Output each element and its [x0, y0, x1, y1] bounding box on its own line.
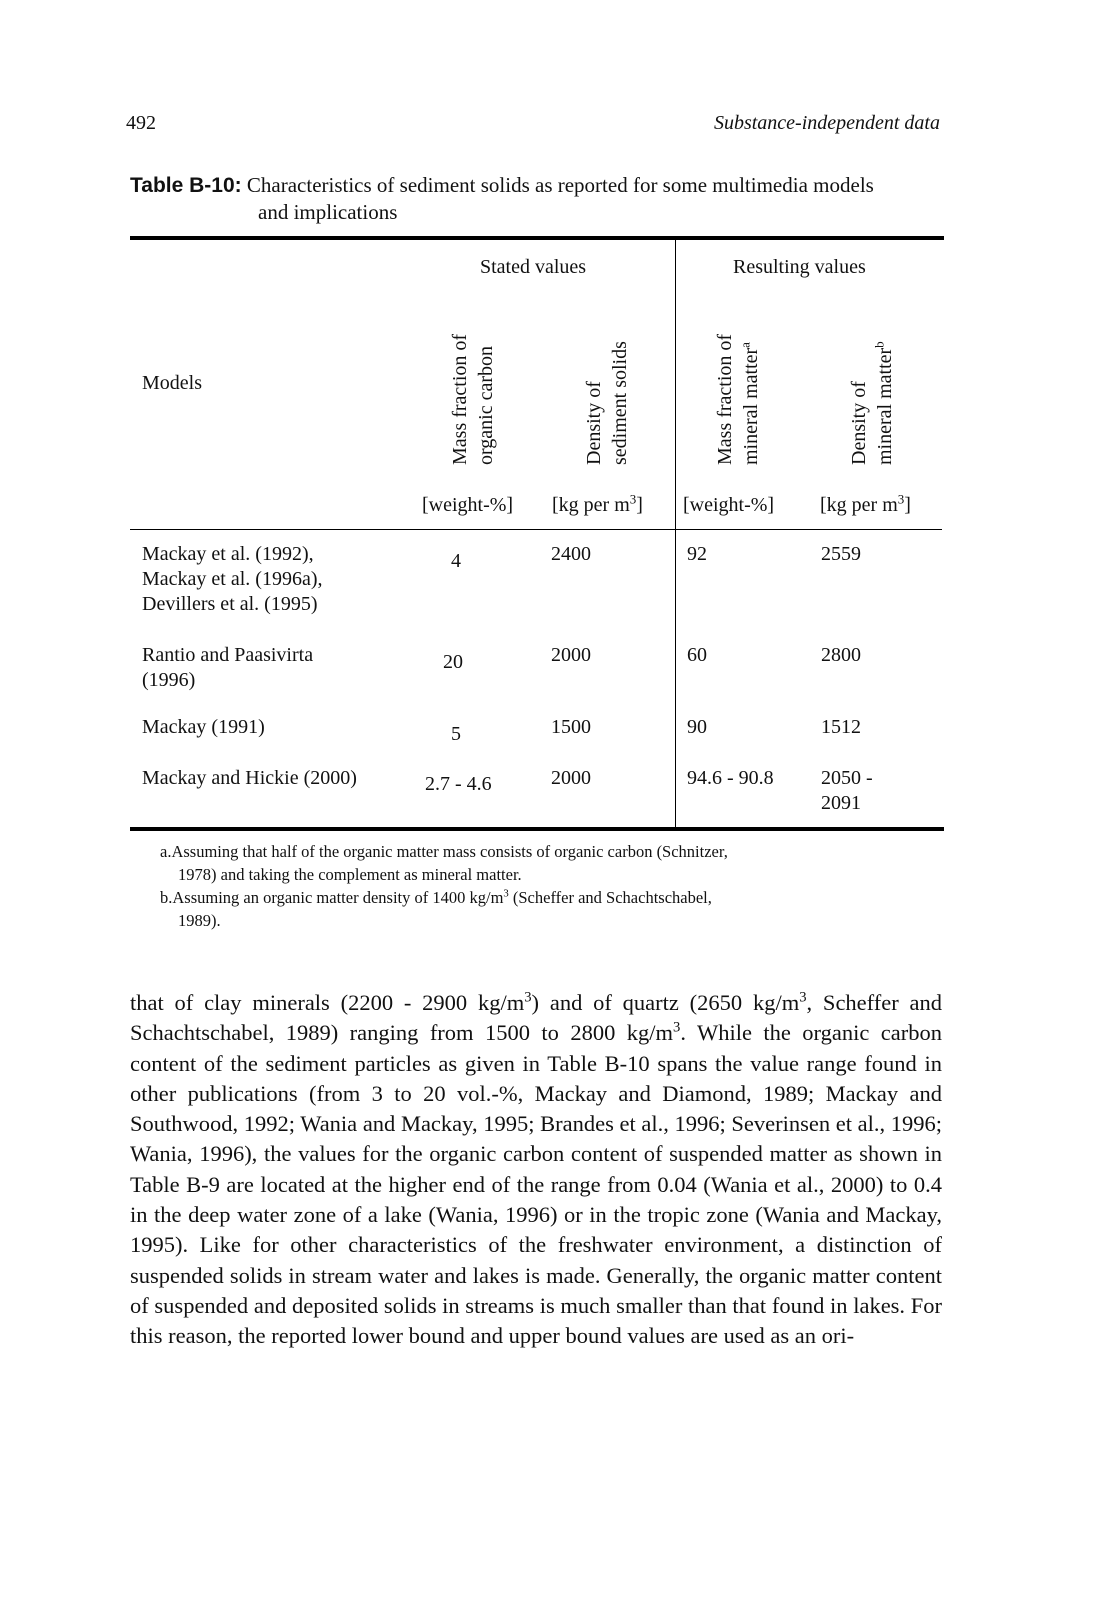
table-row-model: Mackay (1991) — [142, 716, 265, 738]
table-cell-mineral-density: 2050 - 2091 — [821, 767, 873, 814]
col-oc-header — [447, 334, 499, 465]
col-mineral-density-line1: Density of — [848, 381, 870, 465]
table-row-model: Rantio and Paasivirta (1996) — [142, 644, 314, 691]
group-stated-values: Stated values — [480, 256, 587, 278]
table-top-rule — [130, 236, 944, 240]
table-footnotes: a.Assuming that half of the organic matter mass consists of organic carbon (Schnitzer, 1978) and taking the complement as mineral matter. b.Assuming an organic matter density of 1400 $kg/m^3$ (Scheffer and Schachtschabel, 1989). — [160, 840, 920, 932]
table-cell-mineral-density: 2800 — [821, 644, 861, 666]
models-header: Models — [142, 372, 202, 394]
table-cell-mineral: 92 — [687, 543, 707, 565]
group-resulting-values: Resulting values — [733, 256, 866, 278]
table-cell-density: 2000 — [551, 644, 591, 666]
col-mineral-line1: Mass fraction of — [714, 333, 736, 465]
body-paragraph: that of clay minerals (2200 - 2900 $kg/m^3$) and of quartz (2650 $kg/m^3$, Scheffer and Schachtschabel, 1989) ranging from 1500 to 2800 $kg/m^3$. While the organic carbon content of the sediment particles as given in Table B-10 spans the value range found in other publications (from 3 to 20 vol.-%, Mackay and Diamond, 1989; Mackay and Southwood, 1992; Wania and Mackay, 1995; Brandes et al., 1996; Severinsen et al., 1996; Wania, 1996), the values for the organic carbon content of suspended matter as shown in Table B-9 are located at the higher end of the range from 0.04 (Wania et al., 2000) to 0.4 in the deep water zone of a lake (Wania, 1996) or in the tropic zone (Wania and Mackay, 1995). Like for other characteristics of the freshwater environment, a distinction of suspended solids in stream water and lakes is made. Generally, the organic matter content of suspended and deposited solids in streams is much smaller than that found in lakes. For this reason, the reported lower bound and upper bound values are used as an ori- — [130, 989, 943, 1349]
running-title: Substance-independent data — [713, 112, 940, 134]
table-cell-density: 2000 — [551, 767, 591, 789]
table-header-rule — [130, 529, 942, 530]
table-cell-mineral-density: 1512 — [821, 716, 861, 738]
table-bottom-rule — [130, 827, 944, 831]
unit-density: [kg per $m^3$] — [552, 491, 643, 516]
footnote-marker-b: b — [871, 341, 887, 348]
table-cell-oc: 5 — [451, 723, 461, 745]
col-density-line1: Density of — [583, 381, 605, 465]
table-cell-oc: 20 — [443, 651, 463, 673]
table-label: Table B-10: — [130, 174, 242, 197]
page-number: 492 — [126, 112, 156, 134]
unit-mineral-density: [kg per $m^3$] — [820, 491, 911, 516]
table-row-model: Mackay et al. (1992), Mackay et al. (1996a), Devillers et al. (1995) — [142, 543, 323, 615]
col-density-header — [581, 341, 633, 465]
footnote-b: b.Assuming an organic matter density of 1400 $kg/m^3$ (Scheffer and Schachtschabel, — [160, 887, 712, 907]
unit-mineral: [weight-%] — [683, 494, 775, 516]
col-mineral-header — [712, 334, 764, 465]
table-row-model: Mackay and Hickie (2000) — [142, 767, 357, 789]
unit-oc: [weight-%] — [422, 494, 514, 516]
table-cell-density: 1500 — [551, 716, 591, 738]
caption-text-cont: and implications — [258, 200, 398, 224]
table-cell-oc: 4 — [451, 550, 461, 572]
table-cell-oc: 2.7 - 4.6 — [425, 773, 492, 795]
col-oc-line1: Mass fraction of — [449, 333, 471, 465]
table-cell-density: 2400 — [551, 543, 591, 565]
table-cell-mineral: 60 — [687, 644, 707, 666]
col-mineral-density-line2: mineral matter — [874, 347, 896, 465]
col-oc-line2: organic carbon — [475, 345, 497, 465]
table-column-divider — [675, 240, 676, 827]
table-cell-mineral-density: 2559 — [821, 543, 861, 565]
col-mineral-line2: mineral matter — [740, 347, 762, 465]
col-density-line2: sediment solids — [609, 341, 631, 465]
table-cell-mineral: 94.6 - 90.8 — [687, 767, 774, 789]
footnote-a: a.Assuming that half of the organic matter mass consists of organic carbon (Schnitzer, — [160, 842, 728, 861]
footnote-marker-a: a — [737, 342, 753, 348]
table-caption — [130, 172, 950, 226]
caption-text: Characteristics of sediment solids as reported for some multimedia models — [246, 173, 874, 197]
col-mineral-density-header — [846, 341, 898, 465]
table-cell-mineral: 90 — [687, 716, 707, 738]
